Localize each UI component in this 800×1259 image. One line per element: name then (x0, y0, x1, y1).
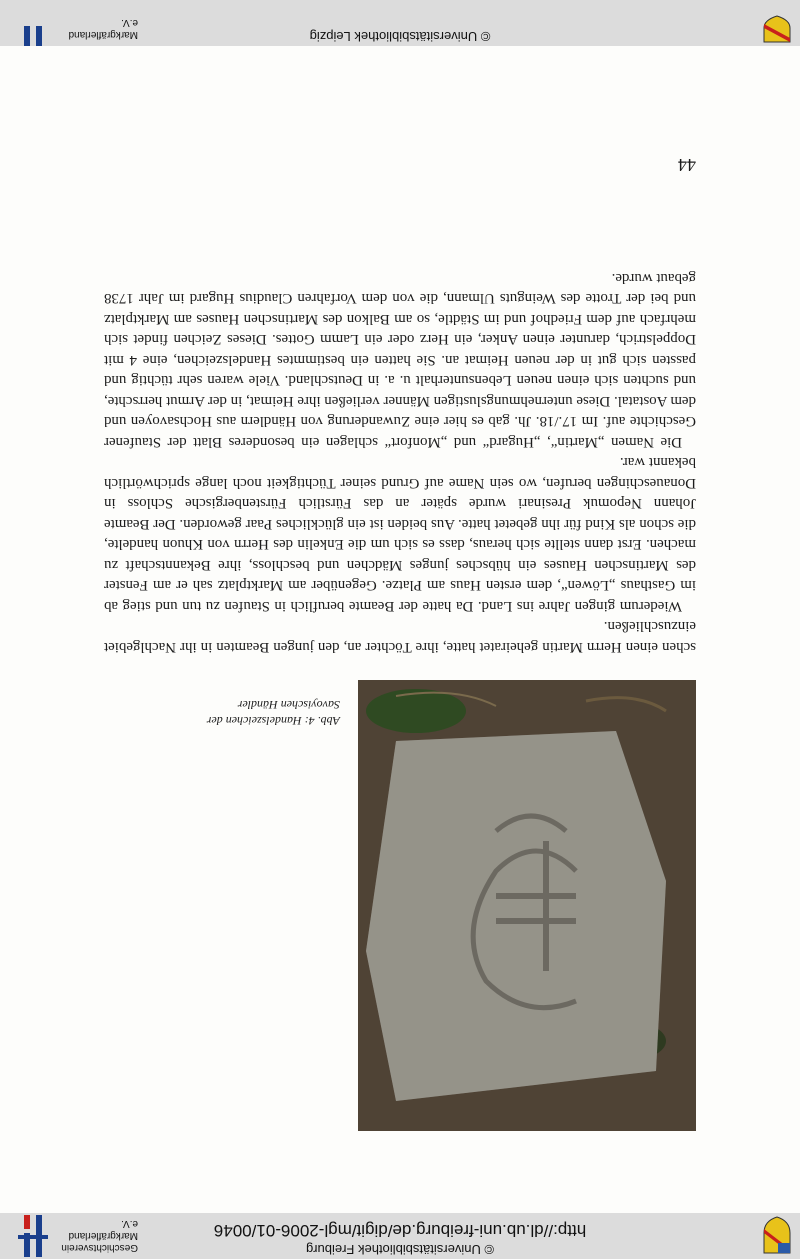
paragraph-1: schen einen Herrn Martin geheiratet hatte, ihre Töchter an, den jungen Beamten in ihr Nachlgebiet einzuschließen. (104, 618, 696, 655)
header-organization: Geschichtsverein Markgräflerland e.V. (61, 1218, 138, 1253)
footer-copyright: © Universitätsbibliothek Leipzig (309, 29, 491, 44)
photo-stone-merchant-mark (358, 680, 696, 1131)
page-number: 44 (678, 155, 696, 175)
ub-leipzig-logo-icon (8, 0, 56, 46)
caption-line-1: Abb. 4: Handelszeichen der (206, 714, 340, 728)
paragraph-3: Die Namen „Martin“, „Hugard“ und „Monfort“ schlagen ein besonderes Blatt der Staufener Geschichte auf. Im 17./18. Jh. gab es hier eine Zuwanderung von Händlern aus Hochsavoyen und dem Aostatal. Diese unternehmungslustigen Männer verließen ihre Heimat, in der Armut herrschte, und suchten sich einen neuen Lebensunterhalt u. a. in Deutschland. Viele waren sehr tüchtig und passten sich gut in der neuen Heimat an. Sie hatten ein bestimmtes Handelszeichen, eine 4 mit Doppelstrich, darunter einen Anker, ein Herz oder ein Lamm Gottes. Dieses Zeichen findet sich mehrfach auf dem Friedhof und im Städtle, so am Balkon des Martinschen Hauses am Marktplatz und bei der Trotte des Weinguts Ulmann, die von dem Vorfahren Claudius Hugard im Jahr 1738 gebaut wurde. (104, 270, 696, 450)
header-copyright: © Universitätsbibliothek Freiburg (305, 1242, 495, 1257)
ub-freiburg-logo-icon (8, 1213, 56, 1259)
coat-of-arms-icon (760, 0, 794, 46)
footer-bar (0, 0, 800, 46)
header-url[interactable]: http://dl.ub.uni-freiburg.de/digit/mgl-2006-01/0046 (213, 1221, 587, 1240)
figure-caption (100, 697, 340, 729)
header-bar (0, 1213, 800, 1259)
caption-line-2: Savoyischen Händler (237, 698, 340, 712)
coat-of-arms-icon (760, 1213, 794, 1259)
body-text (104, 268, 696, 658)
footer-organization: Markgräflerland e.V. (68, 17, 138, 40)
paragraph-2: Wiederum gingen Jahre ins Land. Da hatte der Beamte beruflich in Staufen zu tun und stieg ab im Gasthaus „Löwen“, dem ersten Haus am Platze. Gegenüber am Marktplatz sah er am Fenster des Martinschen Hauses ein hübsches junges Mädchen und beschloss, ihre Bekanntschaft zu machen. Erst dann stellte sich heraus, dass es sich um die Enkelin des Herrn von Khuon handelte, die schon als Kind für ihn gebetet hatte. Aus beiden ist ein glückliches Paar geworden. Der Beamte Johann Nepomuk Presinari wurde später an das Fürstlich Fürstenbergische Schloss in Donaueschingen berufen, wo sein Name auf Grund seiner Tüchtigkeit noch lange sprichwörtlich bekannt war. (104, 454, 696, 614)
